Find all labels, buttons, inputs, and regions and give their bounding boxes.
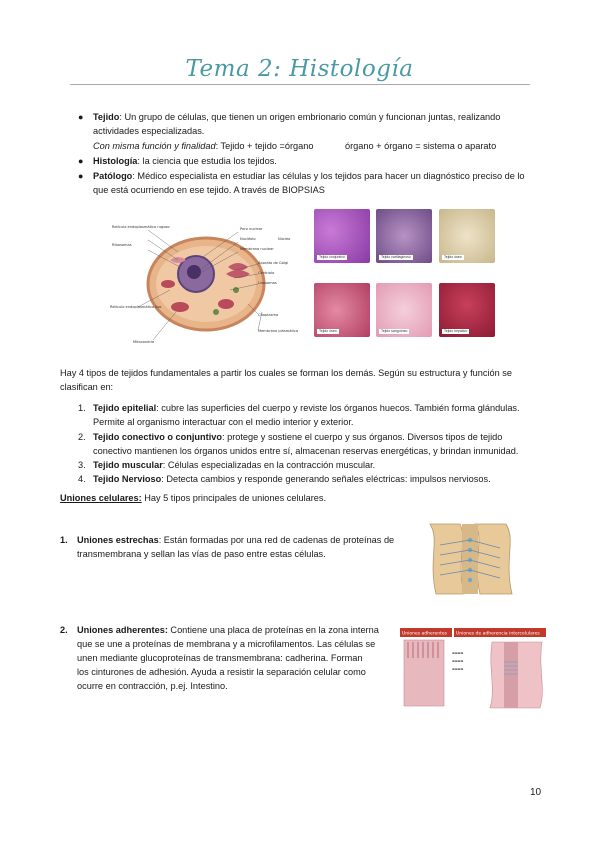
union-text: Contiene una placa de proteínas en la zona interna <box>167 625 379 635</box>
cell-label: Membrana plasmática <box>258 329 299 333</box>
tissue-type-conectivo <box>93 430 543 445</box>
tissue-type-nervioso <box>93 472 491 487</box>
tissue-label: Tejido sanguíneo <box>381 329 408 333</box>
bullet-patologo <box>93 169 543 184</box>
cell-label: Retículo endoplasmático rugoso <box>112 225 170 229</box>
tissue-label: Tejido cartilaginoso <box>381 255 411 259</box>
page-title: Tema 2: Histología <box>185 56 414 82</box>
tissue-tile <box>376 209 432 263</box>
cell-label: Aparato de Golgi <box>258 261 289 265</box>
term-muscular: Tejido muscular <box>93 460 163 470</box>
term-histologia: Histología <box>93 156 138 166</box>
cell-label: Retículo endoplasmático liso <box>110 305 162 309</box>
tissue-type-muscular <box>93 458 375 473</box>
cell-label: Poro nuclear <box>240 227 263 231</box>
bullet-function-line-2: órgano + órgano = sistema o aparato <box>345 141 497 151</box>
tissue-tile <box>376 283 432 337</box>
list-number: 1. <box>60 535 68 545</box>
tissue-tile <box>439 209 495 263</box>
cell-label: Centriolo <box>258 271 275 275</box>
cell-label: Ribosomas <box>112 243 132 247</box>
tissue-tile <box>314 209 370 263</box>
cell-label: Citoplasma <box>258 313 279 317</box>
svg-text:▬▬▬▬: ▬▬▬▬ <box>452 667 464 671</box>
figure-label-left: Uniones adherentes <box>402 631 448 637</box>
bullet-text: : Tejido + tejido =órgano <box>215 141 314 151</box>
union-continuation: transmembrana y sellan las vías de paso entre estas células. <box>77 549 326 559</box>
union-line: ocurre en contracción, p.ej. Intestino. <box>77 681 228 691</box>
list-number: 2. <box>60 625 68 635</box>
tissue-label: Tejido óseo <box>319 329 337 333</box>
intro-line-1: Hay 4 tipos de tejidos fundamentales a partir los cuales se forman los demás. Según su estructura y función se <box>60 368 512 378</box>
cell-label: Lisosomas <box>258 281 277 285</box>
list-text: : Células especializadas en la contracción muscular. <box>162 460 376 470</box>
bullet-icon: ● <box>78 156 84 166</box>
title-divider <box>70 84 530 85</box>
bullet-continuation: que está ocurriendo en ese tejido. A través de BIOPSIAS <box>93 185 325 195</box>
adherent-junction-image <box>400 628 546 710</box>
union-line: que se une a proteínas de membrana y a microfilamentos. Las células se <box>77 639 376 649</box>
tissue-label: Tejido óseo <box>444 255 462 259</box>
union-line: unen mediante glucoproteínas de transmembrana: cadherina. Forman <box>77 653 363 663</box>
italic-label: Con misma función y finalidad <box>93 141 216 151</box>
tight-junction-image <box>420 520 520 598</box>
figure-label-right: Uniones de adherencia intercelulares <box>456 631 540 637</box>
union-adherentes <box>77 623 397 638</box>
tissue-tile <box>439 283 495 337</box>
bullet-text: : la ciencia que estudia los tejidos. <box>137 156 277 166</box>
cell-label: Membrana nuclear <box>240 247 274 251</box>
cell-diagram-image <box>108 212 304 352</box>
svg-text:▬▬▬▬: ▬▬▬▬ <box>452 651 464 655</box>
list-continuation: Permite al organismo interactuar con el medio interior y exterior. <box>93 417 354 427</box>
term-conectivo: Tejido conectivo o conjuntivo <box>93 432 222 442</box>
list-number: 4. <box>78 474 86 484</box>
svg-text:▬▬▬▬: ▬▬▬▬ <box>452 659 464 663</box>
union-estrechas <box>77 533 402 548</box>
term-adherentes: Uniones adherentes: <box>77 625 168 635</box>
term-estrechas: Uniones estrechas <box>77 535 159 545</box>
cell-label: Nucléolo <box>240 237 256 241</box>
tissue-tile <box>314 283 370 337</box>
list-number: 1. <box>78 403 86 413</box>
union-text: : Están formadas por una red de cadenas de proteínas de <box>158 535 395 545</box>
bullet-icon: ● <box>78 112 84 122</box>
list-number: 3. <box>78 460 86 470</box>
bullet-continuation: actividades especializadas. <box>93 126 205 136</box>
term-patologo: Patólogo <box>93 171 133 181</box>
intro-line-2: clasifican en: <box>60 382 114 392</box>
term-epitelial: Tejido epitelial <box>93 403 157 413</box>
cell-label: Mitocondria <box>133 340 155 344</box>
unions-heading: Uniones celulares: <box>60 493 142 503</box>
bullet-function-line <box>93 139 313 154</box>
bullet-text: : Médico especialista en estudiar las células y los tejidos para hacer un diagnóstico preciso de lo <box>132 171 525 181</box>
term-nervioso: Tejido Nervioso <box>93 474 162 484</box>
tissue-label: Tejido hepático <box>444 329 468 333</box>
list-text: : cubre las superficies del cuerpo y reviste los órganos huecos. También forma glándulas. <box>156 403 520 413</box>
list-text: : protege y sostiene el cuerpo y sus órganos. Diversos tipos de tejido <box>221 432 503 442</box>
list-continuation: conectivo mantienen los órganos unidos entre sí, almacenan reservas energéticas, y brindan inmunidad. <box>93 446 519 456</box>
bullet-histologia <box>93 154 277 169</box>
bullet-text: : Un grupo de células, que tienen un origen embrionario común y funcionan juntas, realizando <box>119 112 501 122</box>
list-text: : Detecta cambios y responde generando señales eléctricas: impulsos nerviosos. <box>161 474 491 484</box>
union-line: los cinturones de adhesión. Ayuda a resistir la separación celular como <box>77 667 366 677</box>
tissue-micrographs <box>312 209 497 347</box>
term-tejido: Tejido <box>93 112 120 122</box>
unions-heading-line <box>60 491 326 506</box>
list-number: 2. <box>78 432 86 442</box>
page-number: 10 <box>530 787 542 798</box>
cell-label: Núcleo <box>278 237 291 241</box>
tissue-label: Tejido conjuntivo <box>319 255 345 259</box>
bullet-tejido <box>93 110 533 125</box>
unions-text: Hay 5 tipos principales de uniones celulares. <box>141 493 327 503</box>
bullet-icon: ● <box>78 171 84 181</box>
tissue-type-epitelial <box>93 401 543 416</box>
